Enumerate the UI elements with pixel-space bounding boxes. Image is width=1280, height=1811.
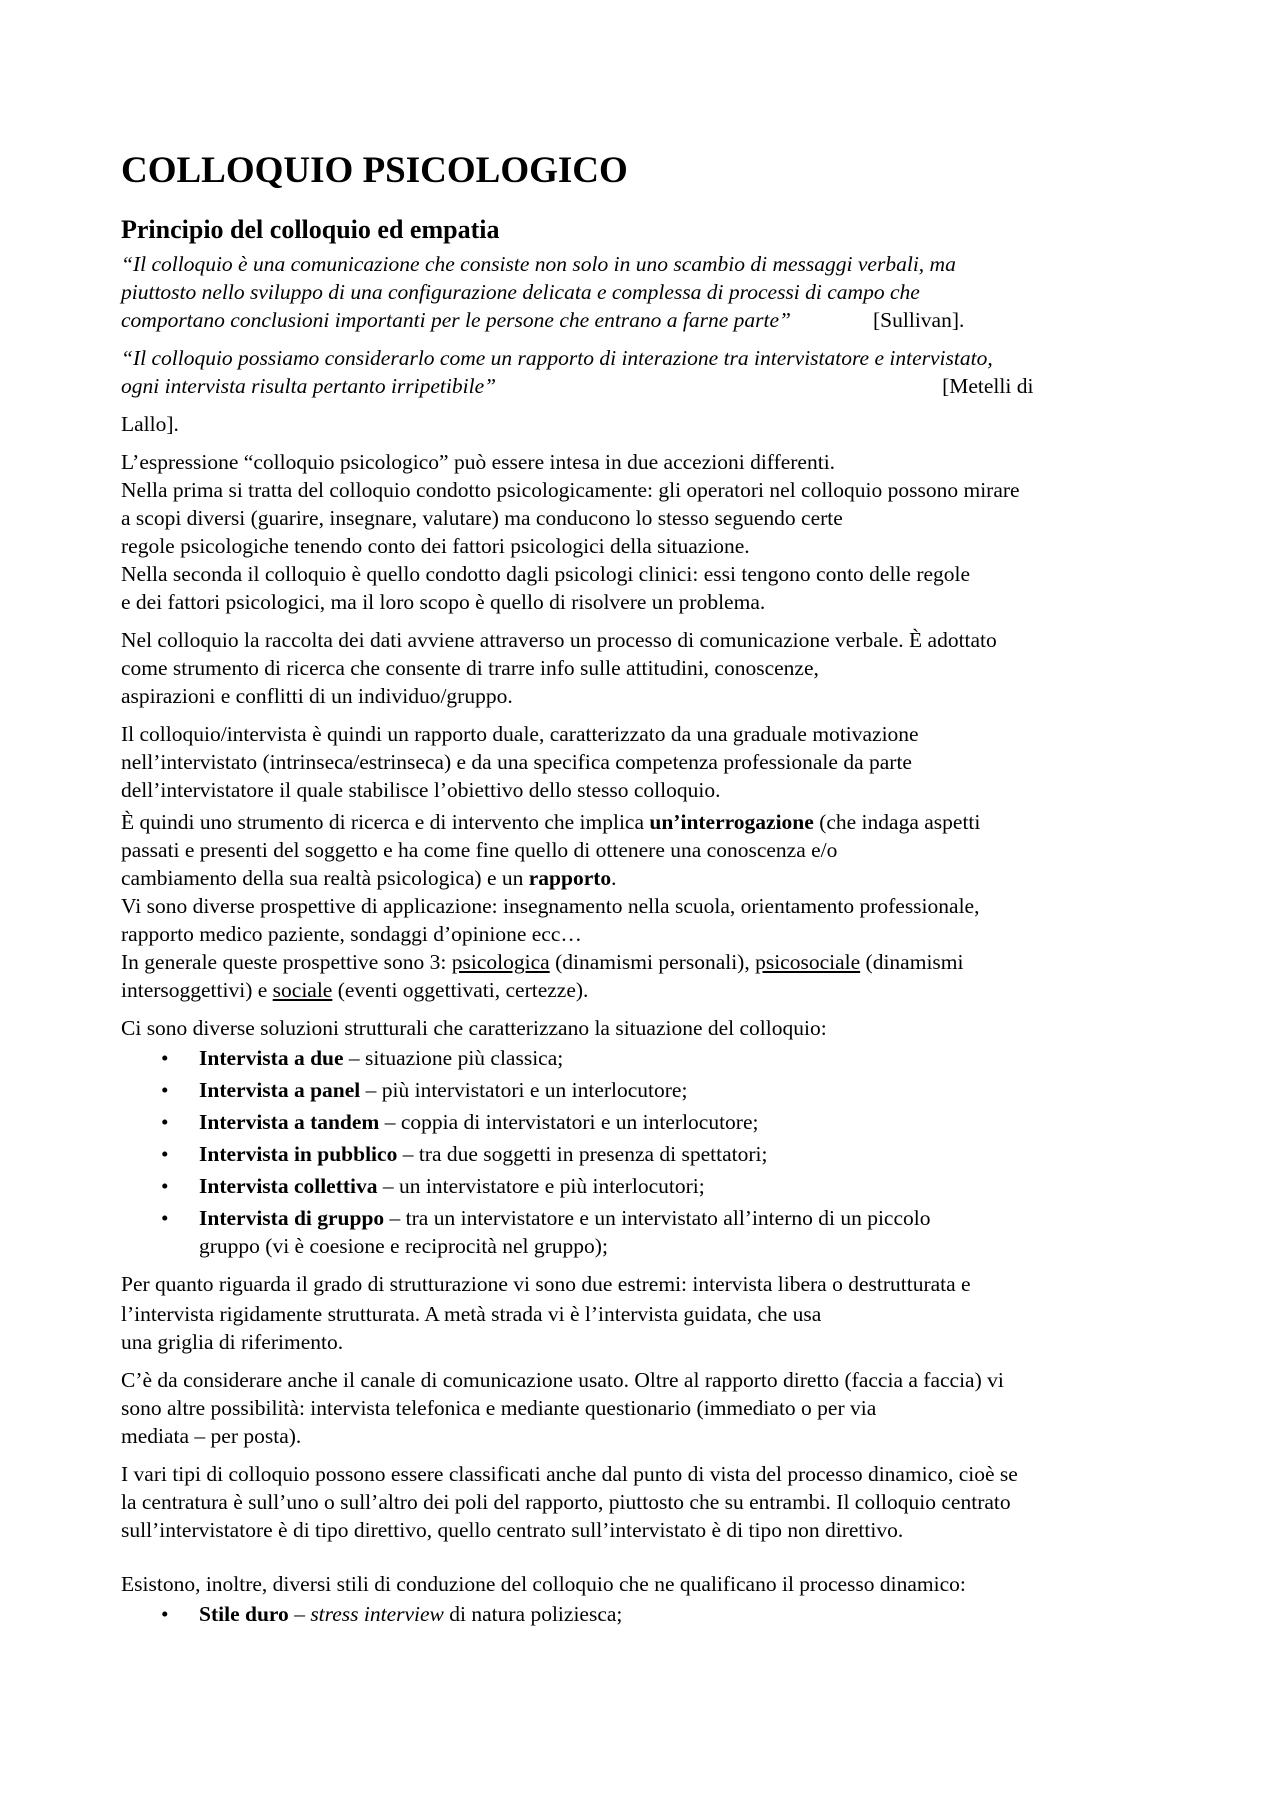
quote-line: comportano conclusioni importanti per le persone che entrano a farne parte”: [121, 308, 792, 333]
quote-line: “Il colloquio possiamo considerarlo come un rapporto di interazione tra intervistatore e intervistato,: [121, 346, 993, 371]
text-run: È quindi uno strumento di ricerca e di intervento che implica: [121, 810, 650, 835]
italic-term: stress interview: [310, 1602, 444, 1627]
text-line: sull’intervistatore è di tipo direttivo, quello centrato sull’intervistato è di tipo non direttivo.: [121, 1518, 904, 1543]
bold-term: Intervista a tandem: [199, 1110, 380, 1135]
paragraph-raccolta-dati: [121, 626, 1181, 710]
text-line: sono altre possibilità: intervista telefonica e mediante questionario (immediato o per via: [121, 1396, 877, 1421]
text-line: C’è da considerare anche il canale di comunicazione usato. Oltre al rapporto diretto (faccia a faccia) vi: [121, 1368, 1004, 1393]
paragraph-accezioni: [121, 448, 1181, 616]
text-line: rapporto medico paziente, sondaggi d’opinione ecc…: [121, 922, 582, 947]
bullet-icon: •: [161, 1078, 169, 1103]
text-run: – coppia di intervistatori e un interlocutore;: [379, 1110, 759, 1135]
text-line: la centratura è sull’uno o sull’altro dei poli del rapporto, piuttosto che su entrambi. Il colloquio centrato: [121, 1490, 1011, 1515]
bold-term: Intervista di gruppo: [199, 1206, 385, 1231]
underlined-term: psicosociale: [755, 950, 861, 975]
quote-sullivan: [121, 250, 1181, 334]
paragraph-rapporto-duale: [121, 720, 1181, 804]
list-intro: Esistono, inoltre, diversi stili di conduzione del colloquio che ne qualificano il processo dinamico:: [121, 1572, 966, 1597]
text-run: (eventi oggettivati, certezze).: [332, 978, 589, 1003]
paragraph-processo-dinamico: [121, 1460, 1181, 1544]
bold-term: Intervista collettiva: [199, 1174, 378, 1199]
text-line: Il colloquio/intervista è quindi un rapporto duale, caratterizzato da una graduale motivazione: [121, 722, 919, 747]
bold-term: Stile duro: [199, 1602, 289, 1627]
paragraph-canale: [121, 1366, 1181, 1450]
text-run: (dinamismi personali),: [549, 950, 756, 975]
bold-term: rapporto: [528, 866, 612, 891]
text-run: (che indaga aspetti: [813, 810, 981, 835]
document-page: [121, 150, 1181, 1632]
paragraph-strumento: [121, 808, 1181, 1004]
text-line: aspirazioni e conflitti di un individuo/gruppo.: [121, 684, 513, 709]
quote-metelli: [121, 344, 1181, 438]
text-line: regole psicologiche tenendo conto dei fattori psicologici della situazione.: [121, 534, 750, 559]
text-line: e dei fattori psicologici, ma il loro scopo è quello di risolvere un problema.: [121, 590, 766, 615]
quote-citation-cont: Lallo].: [121, 412, 179, 437]
quote-line: piuttosto nello sviluppo di una configurazione delicata e complessa di processi di campo che: [121, 280, 920, 305]
styles-list: [121, 1600, 1181, 1628]
bold-term: un’interrogazione: [649, 810, 814, 835]
list-item: [121, 1600, 1181, 1628]
text-line: Vi sono diverse prospettive di applicazione: insegnamento nella scuola, orientamento professionale,: [121, 894, 980, 919]
text-line: Nella seconda il colloquio è quello condotto dagli psicologi clinici: essi tengono conto delle regole: [121, 562, 971, 587]
underlined-term: psicologica: [451, 950, 550, 975]
section-structures: [121, 1014, 1181, 1260]
bold-term: Intervista a panel: [199, 1078, 361, 1103]
text-run: – più intervistatori e un interlocutore;: [360, 1078, 688, 1103]
list-item: [121, 1204, 1181, 1260]
list-item: [121, 1108, 1181, 1136]
bullet-icon: •: [161, 1142, 169, 1167]
paragraph-strutturazione: [121, 1270, 1181, 1356]
text-line: a scopi diversi (guarire, insegnare, valutare) ma conducono lo stesso seguendo certe: [121, 506, 843, 531]
bullet-icon: •: [161, 1206, 169, 1231]
text-line: Nella prima si tratta del colloquio condotto psicologicamente: gli operatori nel colloquio possono mirare: [121, 478, 1020, 503]
bullet-icon: •: [161, 1110, 169, 1135]
section-styles: [121, 1570, 1181, 1628]
text-line: Nel colloquio la raccolta dei dati avviene attraverso un processo di comunicazione verbale. È adottato: [121, 628, 997, 653]
text-line: nell’intervistato (intrinseca/estrinseca) e da una specifica competenza professionale da parte: [121, 750, 912, 775]
list-item: [121, 1140, 1181, 1168]
text-line: come strumento di ricerca che consente di trarre info sulle attitudini, conoscenze,: [121, 656, 819, 681]
bold-term: Intervista in pubblico: [199, 1142, 398, 1167]
list-intro: Ci sono diverse soluzioni strutturali che caratterizzano la situazione del colloquio:: [121, 1016, 827, 1041]
underlined-term: sociale: [272, 978, 333, 1003]
bullet-icon: •: [161, 1602, 169, 1627]
bullet-icon: •: [161, 1174, 169, 1199]
list-item: [121, 1172, 1181, 1200]
bold-term: Intervista a due: [199, 1046, 344, 1071]
text-run: gruppo (vi è coesione e reciprocità nel gruppo);: [199, 1234, 608, 1259]
section-subtitle: Principio del colloquio ed empatia: [121, 214, 500, 244]
text-run: –: [288, 1602, 311, 1627]
text-run: intersoggettivi) e: [121, 978, 273, 1003]
text-run: .: [611, 866, 617, 891]
text-run: (dinamismi: [860, 950, 964, 975]
text-line: una griglia di riferimento.: [121, 1330, 344, 1355]
text-run: – tra un intervistatore e un intervistato all’interno di un piccolo: [384, 1206, 931, 1231]
list-item: [121, 1076, 1181, 1104]
text-run: – situazione più classica;: [343, 1046, 564, 1071]
text-line: passati e presenti del soggetto e ha come fine quello di ottenere una conoscenza e/o: [121, 838, 838, 863]
text-line: Per quanto riguarda il grado di strutturazione vi sono due estremi: intervista libera o destrutturata e: [121, 1272, 971, 1297]
list-item: [121, 1044, 1181, 1072]
text-line: I vari tipi di colloquio possono essere classificati anche dal punto di vista del processo dinamico, cioè se: [121, 1462, 1018, 1487]
text-line: dell’intervistatore il quale stabilisce l’obiettivo dello stesso colloquio.: [121, 778, 721, 803]
text-run: – tra due soggetti in presenza di spettatori;: [397, 1142, 768, 1167]
text-run: – un intervistatore e più interlocutori;: [377, 1174, 705, 1199]
quote-citation: [Metelli di: [942, 374, 1034, 399]
quote-line: “Il colloquio è una comunicazione che consiste non solo in uno scambio di messaggi verbali, ma: [121, 252, 956, 277]
text-line: mediata – per posta).: [121, 1424, 302, 1449]
page-title: COLLOQUIO PSICOLOGICO: [121, 150, 628, 191]
quote-citation: [Sullivan].: [873, 308, 965, 333]
text-line: l’intervista rigidamente strutturata. A metà strada vi è l’intervista guidata, che usa: [121, 1302, 822, 1327]
text-line: L’espressione “colloquio psicologico” può essere intesa in due accezioni differenti.: [121, 450, 836, 475]
text-run: cambiamento della sua realtà psicologica) e un: [121, 866, 529, 891]
quote-line: ogni intervista risulta pertanto irripetibile”: [121, 374, 497, 399]
text-run: In generale queste prospettive sono 3:: [121, 950, 452, 975]
bullet-icon: •: [161, 1046, 169, 1071]
text-run: di natura poliziesca;: [443, 1602, 623, 1627]
structures-list: [121, 1044, 1181, 1260]
